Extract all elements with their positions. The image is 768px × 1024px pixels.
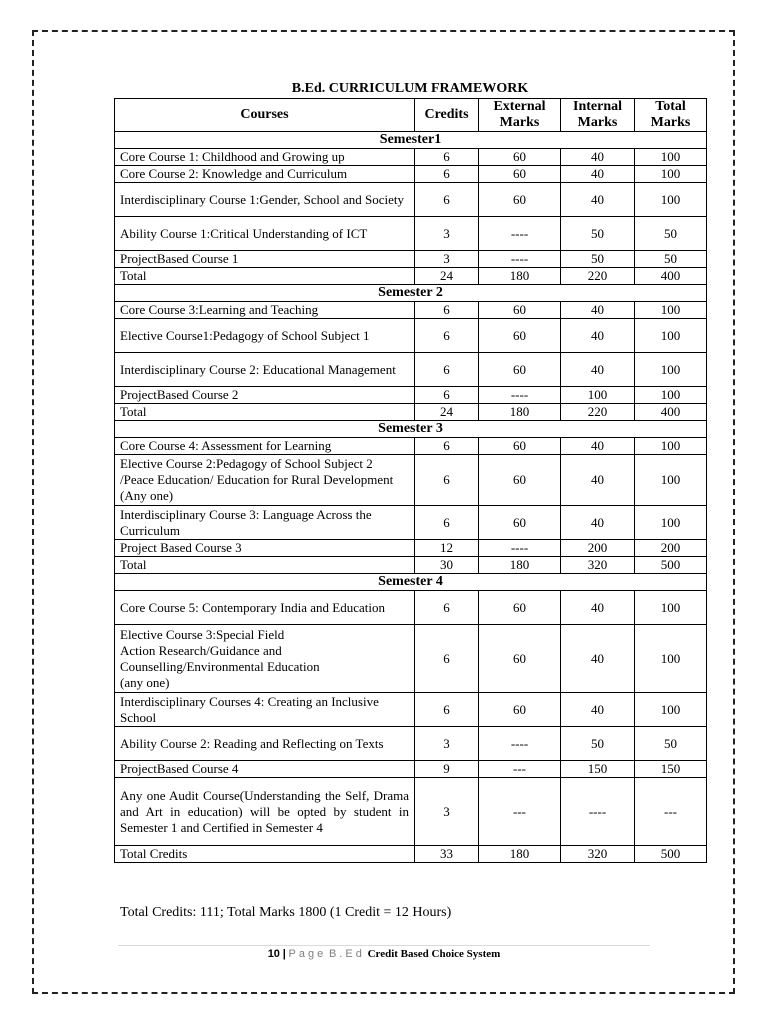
- course-cell: Total: [115, 404, 415, 421]
- table-row: [115, 438, 707, 455]
- total-marks-cell: ---: [635, 778, 707, 846]
- external-marks-cell: 60: [479, 149, 561, 166]
- course-cell: Interdisciplinary Course 3: Language Across the Curriculum: [115, 506, 415, 540]
- total-marks-cell: 100: [635, 353, 707, 387]
- credits-cell: 6: [415, 319, 479, 353]
- semester-label: Semester 3: [115, 421, 707, 438]
- table-row: [115, 183, 707, 217]
- page-number: 10: [267, 948, 280, 960]
- table-row: [115, 591, 707, 625]
- internal-marks-cell: 40: [561, 693, 635, 727]
- table-row: [115, 540, 707, 557]
- total-marks-cell: 100: [635, 591, 707, 625]
- page-word: Page: [288, 948, 327, 960]
- external-marks-cell: ----: [479, 540, 561, 557]
- header-total-marks: Total Marks: [635, 99, 707, 132]
- course-cell: Core Course 1: Childhood and Growing up: [115, 149, 415, 166]
- course-cell: Project Based Course 3: [115, 540, 415, 557]
- course-cell: Total Credits: [115, 846, 415, 863]
- credits-cell: 6: [415, 166, 479, 183]
- semester-label: Semester 2: [115, 285, 707, 302]
- internal-marks-cell: 320: [561, 557, 635, 574]
- table-body: [115, 132, 707, 863]
- credits-cell: 3: [415, 217, 479, 251]
- course-cell: Ability Course 1:Critical Understanding of ICT: [115, 217, 415, 251]
- table-row: [115, 319, 707, 353]
- semester-row: [115, 132, 707, 149]
- total-marks-cell: 400: [635, 404, 707, 421]
- external-marks-cell: 60: [479, 353, 561, 387]
- total-summary: Total Credits: 111; Total Marks 1800 (1 Credit = 12 Hours): [120, 905, 452, 920]
- table-row: [115, 625, 707, 693]
- credits-cell: 30: [415, 557, 479, 574]
- credits-cell: 6: [415, 625, 479, 693]
- table-row: [115, 302, 707, 319]
- external-marks-cell: 60: [479, 319, 561, 353]
- internal-marks-cell: 40: [561, 183, 635, 217]
- credits-cell: 6: [415, 693, 479, 727]
- internal-marks-cell: 40: [561, 319, 635, 353]
- credits-cell: 3: [415, 727, 479, 761]
- header-courses: Courses: [115, 99, 415, 132]
- credits-cell: 24: [415, 404, 479, 421]
- course-cell: Core Course 5: Contemporary India and Education: [115, 591, 415, 625]
- table-row: [115, 217, 707, 251]
- credits-cell: 6: [415, 455, 479, 506]
- table-header-row: [115, 99, 707, 132]
- table-row: [115, 693, 707, 727]
- table-row: [115, 166, 707, 183]
- curriculum-table: [114, 98, 707, 863]
- semester-row: [115, 421, 707, 438]
- external-marks-cell: ---: [479, 778, 561, 846]
- internal-marks-cell: 200: [561, 540, 635, 557]
- document-title: B.Ed. CURRICULUM FRAMEWORK: [291, 81, 529, 96]
- credits-cell: 9: [415, 761, 479, 778]
- header-credits: Credits: [415, 99, 479, 132]
- total-marks-cell: 100: [635, 166, 707, 183]
- course-cell: Total: [115, 268, 415, 285]
- credits-cell: 12: [415, 540, 479, 557]
- credits-cell: 6: [415, 506, 479, 540]
- table-row: [115, 404, 707, 421]
- table-row: [115, 149, 707, 166]
- course-cell: Elective Course1:Pedagogy of School Subject 1: [115, 319, 415, 353]
- page-separator: |: [282, 948, 286, 960]
- course-cell: Total: [115, 557, 415, 574]
- external-marks-cell: 60: [479, 455, 561, 506]
- table-row: [115, 846, 707, 863]
- course-cell: Any one Audit Course(Understanding the Self, Drama and Art in education) will be opted by student in Semester 1 and Certified in Semester 4: [115, 778, 415, 846]
- semester-row: [115, 285, 707, 302]
- total-marks-cell: 150: [635, 761, 707, 778]
- internal-marks-cell: 320: [561, 846, 635, 863]
- internal-marks-cell: ----: [561, 778, 635, 846]
- credits-cell: 3: [415, 778, 479, 846]
- total-marks-cell: 50: [635, 217, 707, 251]
- page-footer: [118, 948, 650, 960]
- credits-cell: 6: [415, 183, 479, 217]
- header-external-marks: External Marks: [479, 99, 561, 132]
- internal-marks-cell: 40: [561, 302, 635, 319]
- internal-marks-cell: 50: [561, 251, 635, 268]
- total-marks-cell: 100: [635, 149, 707, 166]
- table-row: [115, 455, 707, 506]
- external-marks-cell: 60: [479, 438, 561, 455]
- total-marks-cell: 50: [635, 251, 707, 268]
- external-marks-cell: ----: [479, 251, 561, 268]
- total-marks-cell: 100: [635, 625, 707, 693]
- footer-divider: [118, 945, 650, 946]
- credits-cell: 6: [415, 438, 479, 455]
- internal-marks-cell: 50: [561, 217, 635, 251]
- internal-marks-cell: 40: [561, 591, 635, 625]
- course-cell: Core Course 2: Knowledge and Curriculum: [115, 166, 415, 183]
- table-row: [115, 387, 707, 404]
- internal-marks-cell: 40: [561, 166, 635, 183]
- course-cell: Interdisciplinary Course 2: Educational Management: [115, 353, 415, 387]
- external-marks-cell: 180: [479, 846, 561, 863]
- external-marks-cell: 180: [479, 404, 561, 421]
- credits-cell: 6: [415, 302, 479, 319]
- total-marks-cell: 200: [635, 540, 707, 557]
- total-marks-cell: 500: [635, 557, 707, 574]
- credits-cell: 3: [415, 251, 479, 268]
- total-marks-cell: 100: [635, 506, 707, 540]
- internal-marks-cell: 40: [561, 149, 635, 166]
- internal-marks-cell: 40: [561, 506, 635, 540]
- table-row: [115, 353, 707, 387]
- table-row: [115, 727, 707, 761]
- total-marks-cell: 100: [635, 693, 707, 727]
- external-marks-cell: 60: [479, 625, 561, 693]
- course-cell: ProjectBased Course 2: [115, 387, 415, 404]
- external-marks-cell: 60: [479, 183, 561, 217]
- total-marks-cell: 100: [635, 319, 707, 353]
- course-cell: Interdisciplinary Course 1:Gender, School and Society: [115, 183, 415, 217]
- course-cell: Core Course 3:Learning and Teaching: [115, 302, 415, 319]
- credits-cell: 6: [415, 591, 479, 625]
- internal-marks-cell: 40: [561, 455, 635, 506]
- table-row: [115, 557, 707, 574]
- internal-marks-cell: 220: [561, 268, 635, 285]
- total-marks-cell: 500: [635, 846, 707, 863]
- credits-cell: 33: [415, 846, 479, 863]
- credits-cell: 24: [415, 268, 479, 285]
- total-marks-cell: 100: [635, 455, 707, 506]
- total-marks-cell: 50: [635, 727, 707, 761]
- footer-system: Credit Based Choice System: [367, 948, 501, 960]
- internal-marks-cell: 50: [561, 727, 635, 761]
- internal-marks-cell: 40: [561, 353, 635, 387]
- total-marks-cell: 100: [635, 183, 707, 217]
- internal-marks-cell: 40: [561, 438, 635, 455]
- credits-cell: 6: [415, 387, 479, 404]
- total-marks-cell: 100: [635, 302, 707, 319]
- course-cell: Ability Course 2: Reading and Reflecting on Texts: [115, 727, 415, 761]
- external-marks-cell: ----: [479, 387, 561, 404]
- external-marks-cell: ---: [479, 761, 561, 778]
- internal-marks-cell: 100: [561, 387, 635, 404]
- external-marks-cell: 60: [479, 166, 561, 183]
- internal-marks-cell: 150: [561, 761, 635, 778]
- course-cell: ProjectBased Course 4: [115, 761, 415, 778]
- table-row: [115, 778, 707, 846]
- table-row: [115, 506, 707, 540]
- course-cell: Elective Course 3:Special Field Action Research/Guidance and Counselling/Environmental Education (any one): [115, 625, 415, 693]
- semester-label: Semester1: [115, 132, 707, 149]
- course-abbrev: B.Ed: [328, 948, 365, 960]
- course-cell: ProjectBased Course 1: [115, 251, 415, 268]
- total-marks-cell: 100: [635, 438, 707, 455]
- internal-marks-cell: 220: [561, 404, 635, 421]
- header-internal-marks: Internal Marks: [561, 99, 635, 132]
- external-marks-cell: 60: [479, 591, 561, 625]
- external-marks-cell: 180: [479, 268, 561, 285]
- total-marks-cell: 400: [635, 268, 707, 285]
- internal-marks-cell: 40: [561, 625, 635, 693]
- table-row: [115, 251, 707, 268]
- credits-cell: 6: [415, 353, 479, 387]
- table-row: [115, 268, 707, 285]
- external-marks-cell: 60: [479, 693, 561, 727]
- table-row: [115, 761, 707, 778]
- external-marks-cell: 60: [479, 302, 561, 319]
- course-cell: Core Course 4: Assessment for Learning: [115, 438, 415, 455]
- external-marks-cell: 60: [479, 506, 561, 540]
- external-marks-cell: 180: [479, 557, 561, 574]
- external-marks-cell: ----: [479, 727, 561, 761]
- total-marks-cell: 100: [635, 387, 707, 404]
- semester-label: Semester 4: [115, 574, 707, 591]
- course-cell: Elective Course 2:Pedagogy of School Subject 2 /Peace Education/ Education for Rural Development (Any one): [115, 455, 415, 506]
- semester-row: [115, 574, 707, 591]
- external-marks-cell: ----: [479, 217, 561, 251]
- credits-cell: 6: [415, 149, 479, 166]
- course-cell: Interdisciplinary Courses 4: Creating an Inclusive School: [115, 693, 415, 727]
